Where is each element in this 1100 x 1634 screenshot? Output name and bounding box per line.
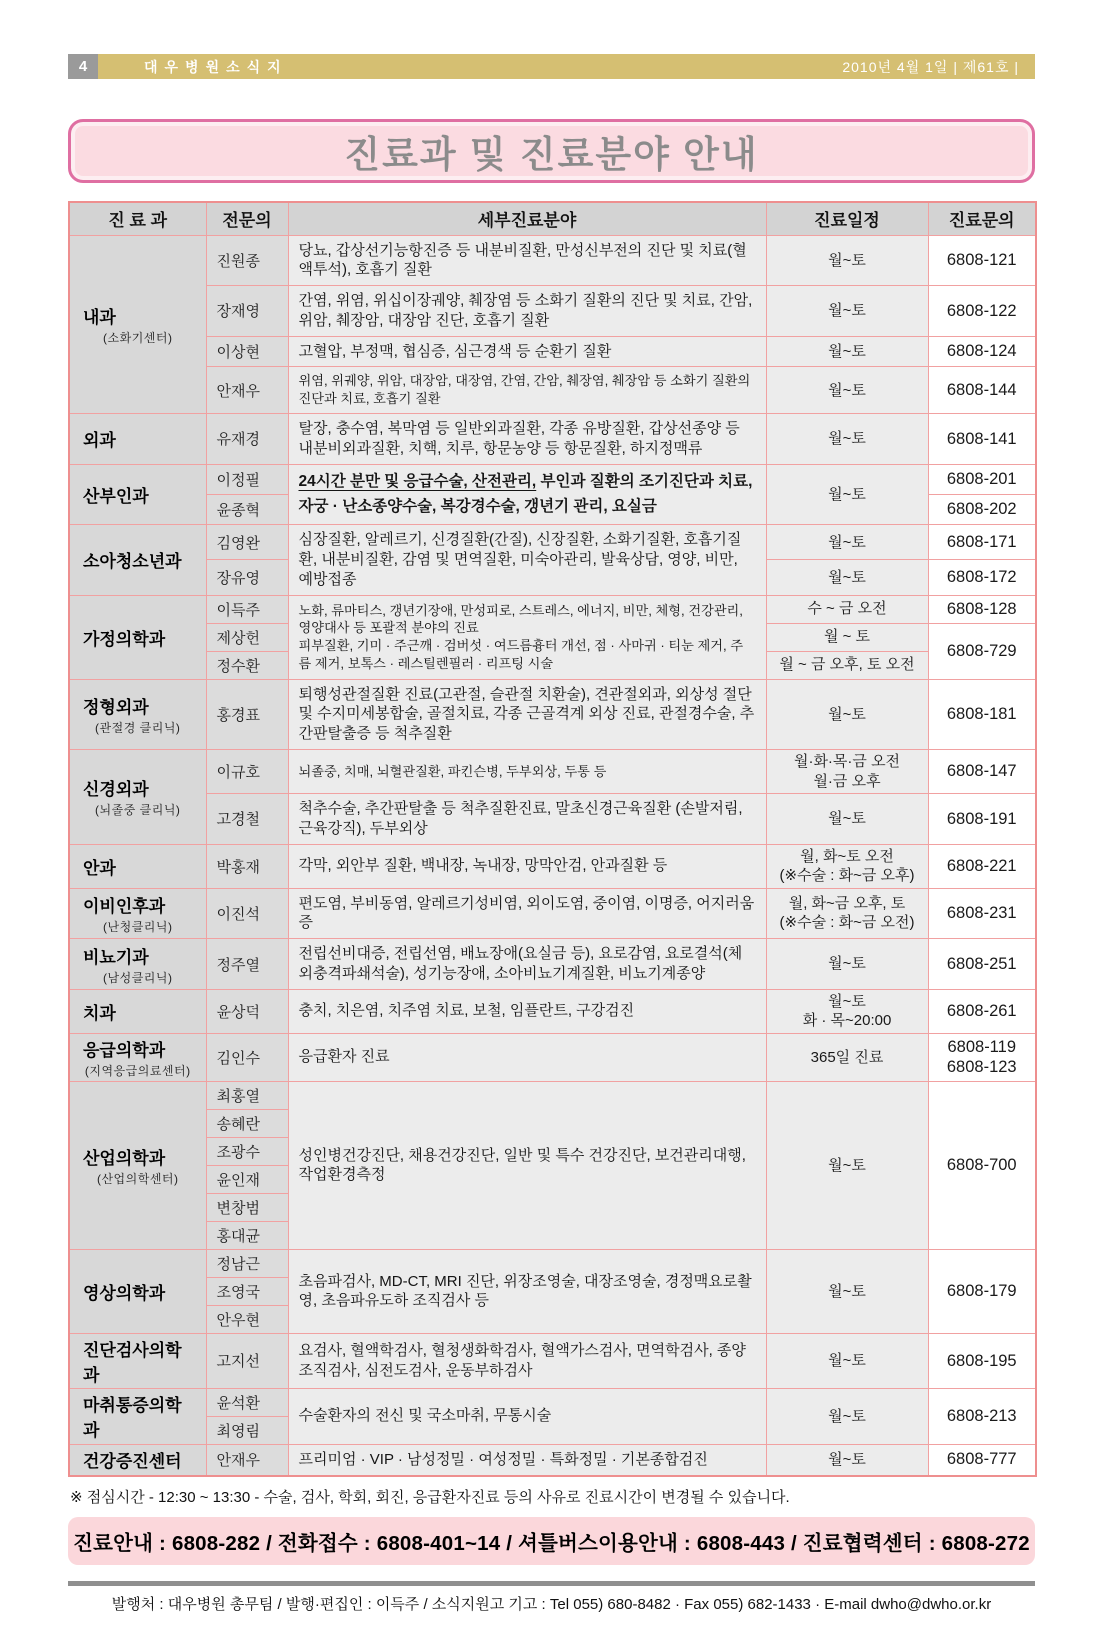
doctor-cell <box>206 888 288 939</box>
schedule-cell: 수 ~ 금 오전 <box>766 595 928 623</box>
dept-name: 외과 <box>83 431 116 451</box>
specialty-cell: 심장질환, 알레르기, 신경질환(간질), 신장질환, 소화기질환, 호흡기질환, 내분비질환, 감염 및 면역질환, 미숙아관리, 발육상담, 영양, 비만, 예방접종 <box>288 525 766 595</box>
phone-cell: 6808-202 <box>928 495 1036 525</box>
specialty-cell: 응급환자 진료 <box>288 1033 766 1081</box>
phone-cell: 6808-777 <box>928 1444 1036 1475</box>
dept-cell <box>69 888 206 939</box>
dept-cell <box>69 1444 206 1475</box>
specialty-cell <box>288 464 766 525</box>
doctor-cell <box>206 1416 288 1444</box>
phone-cell: 6808-261 <box>928 989 1036 1033</box>
masthead-bar <box>68 54 1035 79</box>
dept-cell <box>69 679 206 749</box>
table-row <box>69 1333 1036 1388</box>
contact-numbers-bar: 진료안내 : 6808-282 / 전화접수 : 6808-401~14 / 셔틀버스이용안내 : 6808-443 / 진료협력센터 : 6808-272 <box>68 1517 1035 1565</box>
phone-cell <box>928 1033 1036 1081</box>
doctor-cell <box>206 1333 288 1388</box>
table-row <box>69 1388 1036 1416</box>
doctor-cell <box>206 1109 288 1137</box>
dept-cell <box>69 235 206 414</box>
specialty-cell: 프리미엄 · VIP · 남성정밀 · 여성정밀 · 특화정밀 · 기본종합검진 <box>288 1444 766 1475</box>
table-row <box>69 235 1036 286</box>
specialty-cell: 성인병건강진단, 채용건강진단, 일반 및 특수 건강진단, 보건관리대행, 작업환경측정 <box>288 1081 766 1249</box>
doctor-cell <box>206 1388 288 1416</box>
doctor-cell <box>206 623 288 651</box>
phone-cell: 6808-221 <box>928 844 1036 888</box>
phone-cell: 6808-195 <box>928 1333 1036 1388</box>
doctor-name: 윤인재 <box>216 1171 260 1189</box>
doctor-name: 최영림 <box>216 1422 260 1440</box>
doctor-name: 송혜란 <box>216 1115 260 1133</box>
schedule-cell: 월~토 <box>766 1081 928 1249</box>
doctor-cell <box>206 939 288 990</box>
schedule-cell: 월~토 <box>766 939 928 990</box>
doctor-name: 박홍재 <box>216 858 260 876</box>
doctor-name: 최홍열 <box>216 1087 260 1105</box>
schedule-cell: 월~토 <box>766 1444 928 1475</box>
table-row <box>69 844 1036 888</box>
doctor-cell <box>206 235 288 286</box>
newsletter-title: 대우병원소식지 <box>144 58 288 75</box>
table-row <box>69 1033 1036 1081</box>
schedule-cell: 월~토 <box>766 1388 928 1444</box>
doctor-name: 장재영 <box>216 303 260 321</box>
doctor-cell <box>206 1249 288 1277</box>
doctor-name: 조영국 <box>216 1283 260 1301</box>
doctor-name: 안재우 <box>216 382 260 400</box>
phone-cell: 6808-191 <box>928 794 1036 845</box>
doctor-cell <box>206 367 288 414</box>
doctor-cell <box>206 1165 288 1193</box>
phone-cell: 6808-171 <box>928 525 1036 560</box>
phone-cell: 6808-251 <box>928 939 1036 990</box>
dept-cell <box>69 1249 206 1333</box>
doctor-cell <box>206 1277 288 1305</box>
dept-name: 이비인후과 <box>83 896 166 916</box>
doctor-cell <box>206 1081 288 1109</box>
dept-cell <box>69 464 206 525</box>
table-row <box>69 679 1036 749</box>
specialty-cell: 요검사, 혈액학검사, 혈청생화학검사, 혈액가스검사, 면역학검사, 종양조직검사, 심전도검사, 운동부하검사 <box>288 1333 766 1388</box>
dept-cell <box>69 844 206 888</box>
lunch-footnote: ※ 점심시간 - 12:30 ~ 13:30 - 수술, 검사, 학회, 회진, 응급환자진료 등의 사유로 진료시간이 변경될 수 있습니다. <box>70 1488 790 1506</box>
specialty-cell: 당뇨, 갑상선기능항진증 등 내분비질환, 만성신부전의 진단 및 치료(혈액투석), 호흡기 질환 <box>288 235 766 286</box>
dept-cell <box>69 750 206 845</box>
column-header-dept: 진 료 과 <box>69 202 206 235</box>
doctor-name: 윤종혁 <box>216 502 260 520</box>
dept-table-body <box>69 235 1036 1476</box>
schedule-cell: 월 ~ 금 오후, 토 오전 <box>766 651 928 679</box>
doctor-name: 이정필 <box>216 471 260 489</box>
doctor-cell <box>206 794 288 845</box>
dept-name: 소아청소년과 <box>83 552 182 572</box>
doctor-cell <box>206 844 288 888</box>
issue-date: 2010년 4월 1일 | 제61호 | <box>842 58 1019 75</box>
specialty-cell: 충치, 치은염, 치주염 치료, 보철, 임플란트, 구강검진 <box>288 989 766 1033</box>
specialty-cell: 퇴행성관절질환 진료(고관절, 슬관절 치환술), 견관절외과, 외상성 절단 및 수지미세봉합술, 골절치료, 각종 근골격계 외상 진료, 관절경수술, 추간판탈출증 등 척추질환 <box>288 679 766 749</box>
dept-name: 정형외과 <box>83 697 149 717</box>
dept-name: 영상의학과 <box>83 1283 166 1303</box>
doctor-name: 진원종 <box>216 252 260 270</box>
schedule-cell: 월~토 <box>766 464 928 525</box>
publisher-line: 발행처 : 대우병원 총무팀 / 발행·편집인 : 이득주 / 소식지원고 기고 : Tel 055) 680-8482 · Fax 055) 682-1433 · E-mail dwho@dwho.or.kr <box>68 1581 1035 1614</box>
schedule-cell: 월~토 <box>766 1249 928 1333</box>
table-row <box>69 595 1036 623</box>
dept-name: 산업의학과 <box>83 1148 166 1168</box>
phone-cell: 6808-213 <box>928 1388 1036 1444</box>
schedule-cell: 365일 진료 <box>766 1033 928 1081</box>
table-row <box>69 888 1036 939</box>
dept-subtitle: (뇌졸중 클리닉) <box>95 803 181 818</box>
column-header-phone: 진료문의 <box>928 202 1036 235</box>
cell-line: 월, 화~금 오후, 토 <box>788 894 906 912</box>
doctor-name: 조광수 <box>216 1143 260 1161</box>
doctor-name: 이득주 <box>216 601 260 619</box>
section-title-box <box>68 119 1035 183</box>
doctor-name: 고경철 <box>216 811 260 829</box>
dept-subtitle: (난청클리닉) <box>103 919 173 934</box>
doctor-name: 윤석환 <box>216 1394 260 1412</box>
specialty-cell: 위염, 위궤양, 위암, 대장암, 대장염, 간염, 간암, 췌장염, 췌장암 등 소화기 질환의 진단과 치료, 호흡기 질환 <box>288 367 766 414</box>
cell-line: 화 · 목~20:00 <box>802 1012 892 1030</box>
schedule-cell: 월~토 <box>766 367 928 414</box>
cell-line: 월·화·목·금 오전 <box>793 753 901 771</box>
doctor-name: 이진석 <box>216 905 260 923</box>
doctor-name: 김인수 <box>216 1049 260 1067</box>
schedule-cell: 월~토 <box>766 336 928 367</box>
dept-name: 신경외과 <box>83 780 149 800</box>
specialty-cell <box>288 595 766 679</box>
doctor-cell <box>206 1444 288 1475</box>
doctor-cell <box>206 495 288 525</box>
page-number: 4 <box>68 54 98 79</box>
dept-name: 산부인과 <box>83 487 149 506</box>
phone-cell: 6808-179 <box>928 1249 1036 1333</box>
doctor-name: 정주열 <box>216 956 260 974</box>
doctor-cell <box>206 1305 288 1333</box>
dept-name: 건강증진센터 <box>83 1452 182 1472</box>
specialty-cell: 전립선비대증, 전립선염, 배뇨장애(요실금 등), 요로감염, 요로결석(체외충격파쇄석술), 성기능장애, 소아비뇨기계질환, 비뇨기계종양 <box>288 939 766 990</box>
doctor-cell <box>206 414 288 465</box>
specialty-cell: 탈장, 충수염, 복막염 등 일반외과질환, 각종 유방질환, 갑상선종양 등 내분비외과질환, 치핵, 치루, 항문농양 등 항문질환, 하지정맥류 <box>288 414 766 465</box>
doctor-cell <box>206 651 288 679</box>
doctor-cell <box>206 1193 288 1221</box>
cell-line: 6808-119 <box>947 1037 1016 1056</box>
doctor-name: 이규호 <box>216 764 260 782</box>
schedule-cell <box>766 989 928 1033</box>
column-header-schedule: 진료일정 <box>766 202 928 235</box>
phone-cell: 6808-147 <box>928 750 1036 794</box>
dept-cell <box>69 989 206 1033</box>
doctor-cell <box>206 560 288 595</box>
dept-cell <box>69 414 206 465</box>
phone-cell: 6808-124 <box>928 336 1036 367</box>
dept-subtitle: (관절경 클리닉) <box>95 720 181 735</box>
table-row <box>69 336 1036 367</box>
doctor-name: 제상헌 <box>216 629 260 647</box>
cell-line: 월~토 <box>828 992 866 1010</box>
schedule-cell: 월~토 <box>766 1333 928 1388</box>
specialty-cell: 척추수술, 추간판탈출 등 척추질환진료, 말초신경근육질환 (손발저림, 근육강직), 두부외상 <box>288 794 766 845</box>
phone-cell: 6808-729 <box>928 623 1036 679</box>
doctor-cell <box>206 286 288 337</box>
phone-cell: 6808-121 <box>928 235 1036 286</box>
specialty-cell: 초음파검사, MD-CT, MRI 진단, 위장조영술, 대장조영술, 경정맥요로촬영, 초음파유도하 조직검사 등 <box>288 1249 766 1333</box>
dept-cell <box>69 525 206 595</box>
table-row <box>69 286 1036 337</box>
schedule-cell <box>766 844 928 888</box>
doctor-name: 고지선 <box>216 1353 260 1371</box>
phone-cell: 6808-231 <box>928 888 1036 939</box>
table-row <box>69 464 1036 494</box>
doctor-cell <box>206 989 288 1033</box>
schedule-cell: 월~토 <box>766 560 928 595</box>
table-row <box>69 989 1036 1033</box>
table-row <box>69 1249 1036 1277</box>
schedule-cell: 월 ~ 토 <box>766 623 928 651</box>
specialty-cell: 각막, 외안부 질환, 백내장, 녹내장, 망막안검, 안과질환 등 <box>288 844 766 888</box>
phone-cell: 6808-181 <box>928 679 1036 749</box>
doctor-cell <box>206 679 288 749</box>
doctor-cell <box>206 1137 288 1165</box>
doctor-name: 변창범 <box>216 1199 260 1217</box>
phone-cell: 6808-201 <box>928 464 1036 494</box>
dept-name: 진단검사의학과 <box>83 1340 182 1385</box>
column-header-specialty: 세부진료분야 <box>288 202 766 235</box>
departments-table <box>68 201 1037 1477</box>
dept-name: 내과 <box>83 307 116 327</box>
specialty-cell: 수술환자의 전신 및 국소마취, 무통시술 <box>288 1388 766 1444</box>
cell-line: 월, 화~토 오전 <box>800 847 894 865</box>
schedule-cell: 월~토 <box>766 286 928 337</box>
column-header-doctor: 전문의 <box>206 202 288 235</box>
table-row <box>69 794 1036 845</box>
dept-subtitle: (산업의학센터) <box>96 1171 179 1186</box>
specialty-text: 부인과 질환의 조기진단과 치료, 자궁 · 난소종양수술, 복강경수술, 갱년기 관리, 요실금 <box>298 472 753 515</box>
doctor-name: 안재우 <box>216 1452 260 1470</box>
schedule-cell: 월~토 <box>766 794 928 845</box>
specialty-cell: 고혈압, 부정맥, 협심증, 심근경색 등 순환기 질환 <box>288 336 766 367</box>
phone-cell: 6808-122 <box>928 286 1036 337</box>
table-header-row <box>69 202 1036 235</box>
doctor-name: 김영완 <box>216 534 260 552</box>
doctor-name: 장유영 <box>216 570 260 588</box>
specialty-cell: 편도염, 부비동염, 알레르기성비염, 외이도염, 중이염, 이명증, 어지러움증 <box>288 888 766 939</box>
dept-cell <box>69 1081 206 1249</box>
doctor-name: 이상현 <box>216 344 260 362</box>
specialty-text: 24시간 분만 및 응급수술, 산전관리, <box>298 472 537 490</box>
doctor-cell <box>206 464 288 494</box>
dept-cell <box>69 595 206 679</box>
dept-subtitle: (지역응급의료센터) <box>84 1063 191 1078</box>
cell-line: 피부질환, 기미 · 주근깨 · 검버섯 · 여드름흉터 개선, 점 · 사마귀 · 티눈 제거, 주름 제거, 보톡스 · 레스틸렌필러 · 리프팅 시술 <box>298 638 744 671</box>
section-title: 진료과 및 진료분야 안내 <box>344 134 759 175</box>
cell-line: 월·금 오후 <box>813 772 881 790</box>
phone-cell: 6808-144 <box>928 367 1036 414</box>
schedule-cell: 월~토 <box>766 679 928 749</box>
cell-line: 6808-123 <box>946 1058 1017 1077</box>
dept-cell <box>69 1033 206 1081</box>
table-row <box>69 939 1036 990</box>
schedule-cell <box>766 888 928 939</box>
doctor-cell <box>206 525 288 560</box>
doctor-name: 홍대균 <box>216 1227 260 1245</box>
cell-line: (※수술 : 화~금 오전) <box>779 914 915 932</box>
dept-name: 마취통증의학과 <box>83 1396 182 1441</box>
specialty-cell: 뇌졸중, 치매, 뇌혈관질환, 파킨슨병, 두부외상, 두통 등 <box>288 750 766 794</box>
dept-subtitle: (소화기센터) <box>103 330 173 345</box>
table-row <box>69 1081 1036 1109</box>
table-row <box>69 367 1036 414</box>
specialty-cell: 간염, 위염, 위십이장궤양, 췌장염 등 소화기 질환의 진단 및 치료, 간암, 위암, 췌장암, 대장암 진단, 호흡기 질환 <box>288 286 766 337</box>
doctor-cell <box>206 750 288 794</box>
doctor-cell <box>206 1033 288 1081</box>
table-row <box>69 414 1036 465</box>
dept-name: 가정의학과 <box>83 629 166 649</box>
table-row <box>69 525 1036 560</box>
table-row <box>69 750 1036 794</box>
phone-cell: 6808-128 <box>928 595 1036 623</box>
schedule-cell: 월~토 <box>766 525 928 560</box>
schedule-cell: 월~토 <box>766 414 928 465</box>
dept-cell <box>69 939 206 990</box>
doctor-name: 유재경 <box>216 431 260 449</box>
dept-cell <box>69 1388 206 1444</box>
dept-name: 비뇨기과 <box>83 947 149 967</box>
schedule-cell: 월~토 <box>766 235 928 286</box>
phone-cell: 6808-700 <box>928 1081 1036 1249</box>
doctor-name: 홍경표 <box>216 706 260 724</box>
doctor-name: 윤상덕 <box>216 1003 260 1021</box>
dept-subtitle: (남성클리닉) <box>103 970 173 985</box>
dept-name: 안과 <box>83 858 116 878</box>
dept-cell <box>69 1333 206 1388</box>
cell-line: (※수술 : 화~금 오후) <box>779 867 915 885</box>
table-row <box>69 1444 1036 1475</box>
doctor-cell <box>206 1221 288 1249</box>
doctor-name: 정남근 <box>216 1255 260 1273</box>
dept-name: 치과 <box>83 1003 116 1023</box>
dept-name: 응급의학과 <box>83 1040 166 1060</box>
doctor-cell <box>206 336 288 367</box>
doctor-name: 안우현 <box>216 1311 260 1329</box>
doctor-cell <box>206 595 288 623</box>
doctor-name: 정수환 <box>216 657 260 675</box>
schedule-cell <box>766 750 928 794</box>
cell-line: 노화, 류마티스, 갱년기장애, 만성피로, 스트레스, 에너지, 비만, 체형, 건강관리, 영양대사 등 포괄적 분야의 진료 <box>298 602 743 636</box>
phone-cell: 6808-172 <box>928 560 1036 595</box>
phone-cell: 6808-141 <box>928 414 1036 465</box>
